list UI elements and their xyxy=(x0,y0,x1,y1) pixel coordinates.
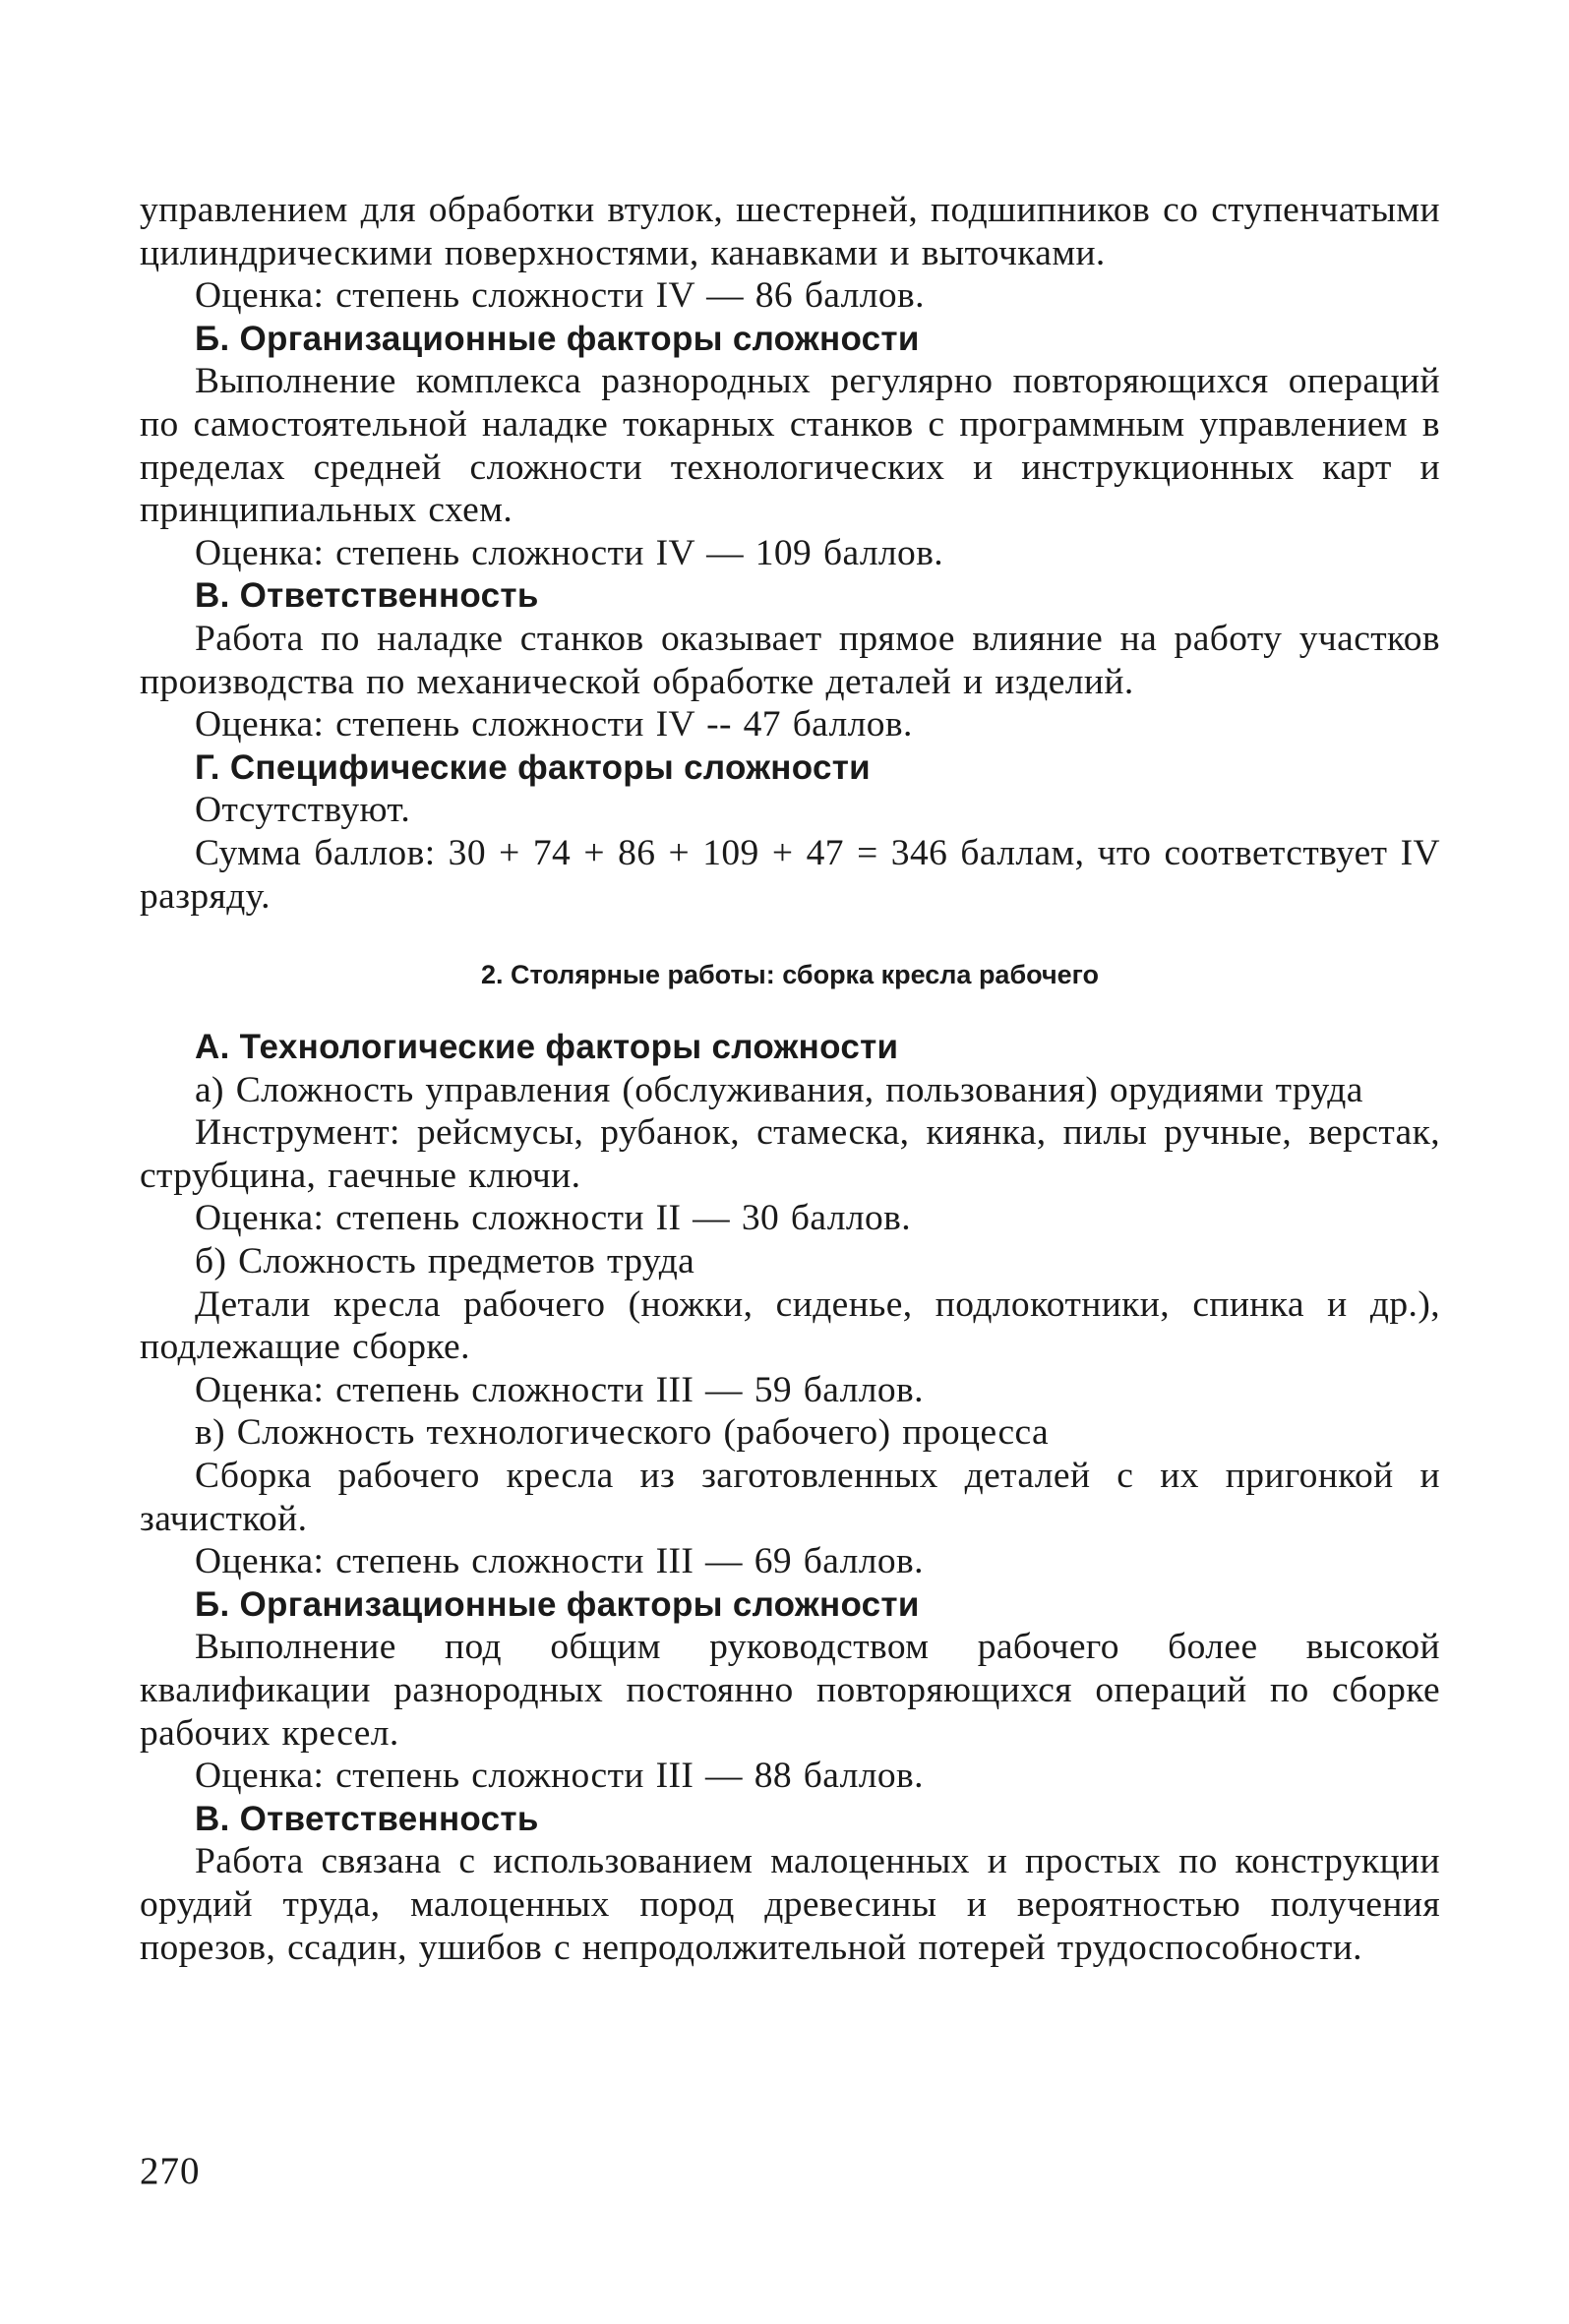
heading-tech-factors: А. Технологические факторы сложности xyxy=(195,1028,899,1067)
specific-factors-text: Отсутствуют. xyxy=(195,790,411,831)
subitem-c-text: Сборка рабочего кресла из заготовленных деталей с их пригонкой и зачисткой. xyxy=(140,1456,1440,1539)
page-number: 270 xyxy=(140,2150,201,2192)
page-body xyxy=(140,189,1440,1969)
score-line: Оценка: степень сложности II — 30 баллов. xyxy=(195,1198,912,1239)
subitem-a-label: а) Сложность управления (обслуживания, пользования) орудиями труда xyxy=(195,1069,1363,1110)
score-line: Оценка: степень сложности IV -- 47 баллов. xyxy=(195,704,913,745)
subitem-c-label: в) Сложность технологического (рабочего) процесса xyxy=(195,1412,1050,1454)
subitem-b-text: Детали кресла рабочего (ножки, сиденье, подлокотники, спинка и др.), подлежащие сборке. xyxy=(140,1283,1440,1368)
heading-org-factors: Б. Организационные факторы сложности xyxy=(195,1584,920,1624)
responsibility-text: Работа по наладке станков оказывает прямое влияние на работу участков производства по механической обработке деталей и изделий. xyxy=(140,618,1440,702)
score-line: Оценка: степень сложности III — 69 баллов. xyxy=(195,1541,924,1582)
heading-specific-factors: Г. Специфические факторы сложности xyxy=(195,747,871,787)
subitem-a-text: Инструмент: рейсмусы, рубанок, стамеска, киянка, пилы ручные, верстак, струбцина, гаечные ключи. xyxy=(140,1112,1440,1196)
heading-responsibility: В. Ответственность xyxy=(195,1799,539,1838)
score-sum: Сумма баллов: 30 + 74 + 86 + 109 + 47 = 346 баллам, что соответствует IV разряду. xyxy=(140,832,1440,917)
heading-org-factors: Б. Организационные факторы сложности xyxy=(195,319,920,358)
score-line: Оценка: степень сложности IV — 109 баллов. xyxy=(195,532,944,573)
section-title: 2. Столярные работы: сборка кресла рабочего xyxy=(480,960,1100,990)
heading-responsibility: В. Ответственность xyxy=(195,576,539,616)
responsibility-text: Работа связана с использованием малоценных и простых по конструкции орудий труда, малоценных пород древесины и вероятностью получения порезов, ссадин, ушибов с непродолжительной потерей трудоспособности. xyxy=(140,1841,1440,1968)
subitem-b-label: б) Сложность предметов труда xyxy=(195,1241,695,1282)
score-line: Оценка: степень сложности III — 88 баллов. xyxy=(195,1756,924,1797)
org-factors-text: Выполнение комплекса разнородных регулярно повторяющихся операций по самостоятельной наладке токарных станков с программным управлением в пределах средней сложности технологических и инструкционных карт и принципиальных схем. xyxy=(140,361,1440,531)
score-line: Оценка: степень сложности III — 59 баллов. xyxy=(195,1369,924,1410)
score-line: Оценка: степень сложности IV — 86 баллов. xyxy=(195,275,925,317)
continuation-text: управлением для обработки втулок, шестерней, подшипников со ступенчатыми цилиндрическими поверхностями, канавками и выточками. xyxy=(140,190,1440,273)
org-factors-text: Выполнение под общим руководством рабочего более высокой квалификации разнородных постоянно повторяющихся операций по сборке рабочих кресел. xyxy=(140,1627,1440,1754)
